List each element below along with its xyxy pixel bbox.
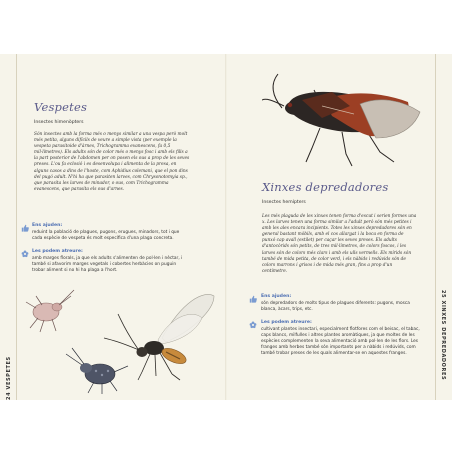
right-page-title: Xinxes depredadores <box>262 180 389 194</box>
right-helps-text: són depredadors de molts tipus de plagues diferents: pugons, mosca blanca, àcars, trips, etc. <box>261 301 410 313</box>
right-attract-text: cultivant plantes insectari, especialment flotfores com el beisac, el tabac, caps blancs, milfulles i altres plantes aromàtiques, ja que moltes de les espècies complementen la seva alimentació amb pol·len de les flors. Les franges amb herbes també són importants per a nàbids i redúvids, com també trobar preses de les quals alimentar-se en aquestes franges. <box>261 327 420 357</box>
predatory-bug-illustration <box>262 66 442 176</box>
left-page-body: Són insectes amb la forma més o menys similar a una vespa però molt més petita, alguns difícils de veure a simple vista (per exemple la vespeta parasitoide d'àrnes, Trichogramma evanescens, fa 0,5 mil·límetres). Els adults són de color més o menys fosc i amb els fills a la part posterior de l'abdomen per on posen els ous a prop de les seves preses. L'ou fa eclosió i es desenvolupa i alimenta de la presa, en alguns casos a dins de l'hoste, com Aphidius colemani, que el pon dins del pugó adult. N'hi ha que parasiten larves, com Chrysonotomyia sp., que parasita les larves de minador, o ous, com Trichogramma evanescens, que parasita els ous d'arnes. <box>34 132 190 192</box>
left-attract-label: Les podem atreure: <box>32 249 83 254</box>
left-page-title: Vespetes <box>34 100 88 114</box>
pale-aphid-drawing <box>26 290 74 332</box>
left-attract-text: amb marges florals, ja que els adults s'alimenten de pol·len i nèctar, i també si afavorim marges vegetals i cobertes herbàcies on puguin trobar aliment si no hi ha plaga a l'hort. <box>32 256 183 274</box>
flower-icon <box>21 250 29 258</box>
book-gutter <box>225 54 227 400</box>
book-spread <box>0 54 452 400</box>
thumbs-up-icon <box>21 224 29 232</box>
parasitoid-wasp-drawing <box>104 294 214 380</box>
flower-icon <box>249 321 257 329</box>
dark-aphid-drawing <box>66 348 128 394</box>
right-helps-label: Ens ajuden: <box>261 294 292 299</box>
thumbs-up-icon <box>249 295 257 303</box>
right-attract-label: Les podem atreure: <box>261 320 312 325</box>
predatory-bug-drawing <box>262 74 420 166</box>
left-page-subtitle: Insectes himenòpters <box>34 120 84 125</box>
right-page-body: Les més plaguda de les xinxes tenen forma d'escut i serien formes una x. Les larves tenen una forma similar a l'adult però són més petites i amb les ales encara incipients. Totes les xinxes depredadores són en general bastant mòbils, amb el cos allargat i la boca en forma de punxó cap avall (estilet) per caçar les seves preses. Els adults d'antocòrids són petits, de tres mil·límetres, de colors foscos, i les larves són de colors més clars i amb els ulls vermells. Els mírids són també de mida petita, de color verd, i els nàbids i redúvids són de colors marrons i grisos i de mida més gran, fins a prop d'un centímetre. <box>262 214 417 274</box>
wasp-and-aphids-illustration <box>22 276 222 396</box>
left-helps-text: reduint la població de plagues, pugons, erugues, minadors, tot i que cada espècie de vespeta és molt específica d'una plaga concreta. <box>32 230 180 242</box>
left-helps-label: Ens ajuden: <box>32 223 63 228</box>
left-page-running-head: 24 VESPETES <box>6 356 12 400</box>
right-page-running-head: 25 XINXES DEPREDADORES <box>440 290 446 381</box>
right-page-subtitle: Insectes hemípters <box>262 200 306 205</box>
